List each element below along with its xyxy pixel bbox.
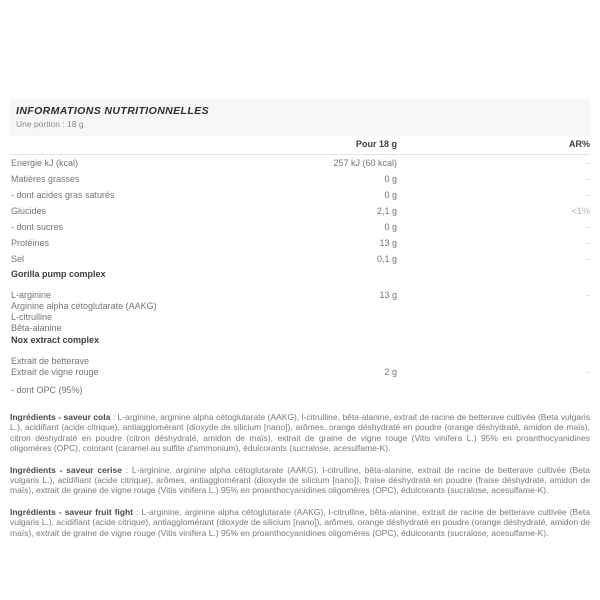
row-label: Bêta-alanine <box>11 323 62 333</box>
page-title: INFORMATIONS NUTRITIONNELLES <box>16 105 209 117</box>
row-ar-value: - <box>587 174 590 184</box>
row-value: 0 g <box>384 222 397 232</box>
row-label: Sel <box>11 254 25 264</box>
ingredients-flavor-label: Ingrédients - saveur fruit fight <box>10 506 134 517</box>
ingredients-flavor-label: Ingrédients - saveur cerise <box>10 464 122 475</box>
row-label: - dont sucres <box>11 222 64 232</box>
table-row <box>10 356 590 367</box>
row-ar-value: - <box>587 238 590 248</box>
row-value: 0 g <box>384 174 397 184</box>
nutrition-table-header <box>10 136 590 155</box>
row-ar-value: <1% <box>571 206 590 216</box>
ingredients-paragraph: Ingrédients - saveur cola : L-arginine, arginine alpha cétoglutarate (AAKG), l-citrulline, bêta-alanine, extrait de racine de betterave cultivée (Beta vulgaris L.), acidifiant (acide citrique), antiagglomérant (dioxyde de silicium [nano]), arômes, orange déshydraté en poudre (orange déshydraté, amidon de maïs), citron déshydraté en poudre (citron déshydraté, amidon de maïs), extrait de graine de vigne rouge (Vitis vinifera L.) 95% en proanthocyanidines oligomères (OPC), colorant (caramel au sulfite d'ammonium), édulcorants (sucralose, acesulfame-K). <box>10 412 590 454</box>
row-value: 2,1 g <box>376 206 397 216</box>
nutrition-table-body <box>10 155 590 399</box>
row-label: Arginine alpha cétoglutarate (AAKG) <box>11 301 157 311</box>
row-value: 0 g <box>384 190 397 200</box>
table-row <box>10 188 590 204</box>
table-row <box>10 290 590 301</box>
table-row <box>10 220 590 236</box>
row-ar-value: - <box>587 158 590 168</box>
ingredients-flavor-label: Ingrédients - saveur cola <box>10 412 111 422</box>
table-row <box>10 383 590 399</box>
row-ar-value: - <box>587 190 590 200</box>
row-label: Extrait de vigne rouge <box>11 367 99 377</box>
ingredients-section <box>10 412 590 538</box>
table-row <box>10 236 590 252</box>
row-value: 13 g <box>379 290 397 300</box>
ar-column-header: AR% <box>568 139 590 149</box>
ingredients-paragraph: Ingrédients - saveur fruit fight : L-arginine, arginine alpha cétoglutarate (AAKG), l-citrulline, bêta-alanine, extrait de racine de betterave cultivée (Beta vulgaris L.), acidifiant (acide citrique), antiagglomérant (dioxyde de silicium [nano]), arômes, orange déshydraté en poudre (orange déshydraté, amidon de maïs), extrait de graine de vigne rouge (Vitis vinifera L.) 95% en proanthocyanidines oligomères (OPC), édulcorants (sucralose, acesulfame-K). <box>10 506 591 538</box>
row-value: 13 g <box>379 238 397 248</box>
row-label: - dont acides gras saturés <box>11 190 115 200</box>
table-row <box>10 172 590 188</box>
row-ar-value: - <box>587 290 590 300</box>
table-row <box>10 367 590 378</box>
table-row <box>10 312 590 323</box>
table-row <box>10 252 590 268</box>
row-label: Nox extract complex <box>11 335 100 345</box>
row-ar-value: - <box>587 222 590 232</box>
table-row <box>10 156 590 172</box>
nutrition-header-band <box>10 99 590 136</box>
table-row <box>10 323 590 334</box>
row-label: Gorilla pump complex <box>11 269 106 279</box>
row-label: Energie kJ (kcal) <box>11 158 79 168</box>
row-value: 257 kJ (60 kcal) <box>333 158 397 168</box>
per-serving-column-header: Pour 18 g <box>355 139 397 149</box>
serving-size-note: Une portion : 18 g <box>16 119 84 129</box>
row-ar-value: - <box>587 254 590 264</box>
row-label: Extrait de betterave <box>11 356 90 366</box>
row-label: L-citrulline <box>11 312 53 322</box>
table-row <box>10 268 590 281</box>
row-label: Matières grasses <box>11 174 80 184</box>
table-row <box>10 301 590 312</box>
row-value: 2 g <box>384 367 397 377</box>
row-label: Protéines <box>11 238 50 248</box>
row-value: 0,1 g <box>376 254 397 264</box>
row-label: Glucides <box>11 206 47 216</box>
row-label: L-arginine <box>11 290 52 300</box>
row-ar-value: - <box>587 367 590 377</box>
ingredients-paragraph: Ingrédients - saveur cerise : L-arginine, arginine alpha cétoglutarate (AAKG), l-citrulline, bêta-alanine, extrait de racine de betterave cultivée (Beta vulgaris L.), acidifiant (acide citrique), arômes, antiagglomérant (dioxyde de silicium [nano]), fraise déshydraté en poudre (fraise déshydraté, amidon de maïs), extrait de graine de vigne rouge (Vitis vinifera L.) 95% en proanthocyanidines oligomères (OPC), édulcorants (sucralose, acesulfame-K). <box>10 464 590 496</box>
table-row <box>10 334 590 347</box>
table-row <box>10 204 590 220</box>
row-label: - dont OPC (95%) <box>11 385 83 395</box>
